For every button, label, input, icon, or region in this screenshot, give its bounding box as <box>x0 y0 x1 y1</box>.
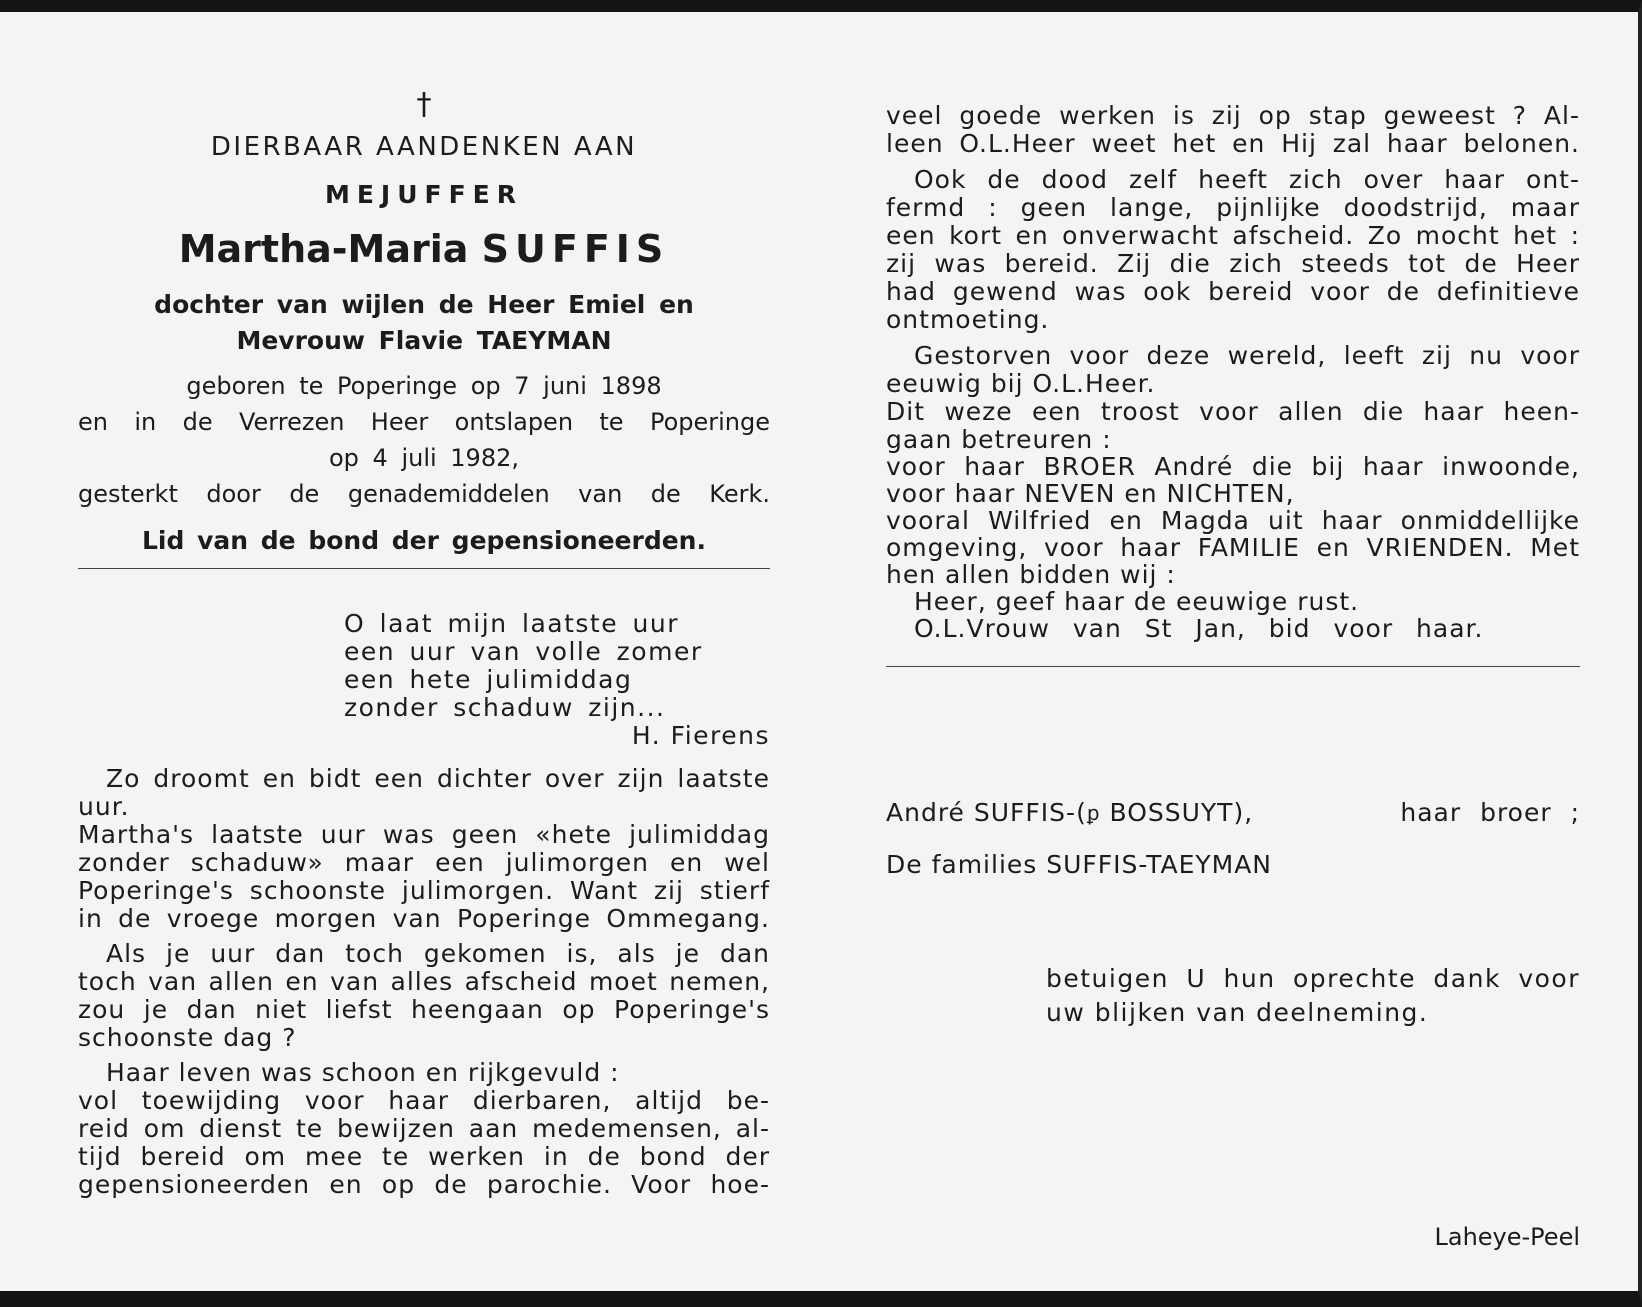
deceased-first-names: Martha-Maria <box>178 227 469 271</box>
birth-line: geboren te Poperinge op 7 juni 1898 <box>186 372 662 400</box>
signatory-name-part: André SUFFIS-( <box>886 798 1087 827</box>
signatory-brother <box>886 798 1580 827</box>
text-line: Haar leven was schoon en rijkgevuld : <box>106 1058 620 1087</box>
heading-in-memory: DIERBAAR AANDENKEN AAN <box>210 132 638 162</box>
text-line: voor haar BROER André die bij haar inwoonde, <box>886 452 1580 481</box>
parents-line-2: Mevrouw Flavie TAEYMAN <box>236 326 612 355</box>
signatory-families-name: De families SUFFIS-TAEYMAN <box>886 850 1273 879</box>
poem-line: een hete julimiddag <box>344 665 633 694</box>
text-line: leen O.L.Heer weet het en Hij zal haar belonen. <box>886 129 1580 158</box>
cross-icon: † <box>416 87 432 122</box>
text-line: Zo droomt en bidt een dichter over zijn laatste <box>106 764 770 793</box>
text-line: voor haar NEVEN en NICHTEN, <box>886 479 1295 508</box>
text-line: uur. <box>78 792 130 821</box>
divider <box>78 568 770 569</box>
poem-line: een uur van volle zomer <box>344 637 703 666</box>
deceased-cross-icon: ꝑ <box>1086 801 1101 825</box>
text-line: eeuwig bij O.L.Heer. <box>886 369 1156 398</box>
signatory-name-part: BOSSUYT), <box>1100 798 1254 827</box>
text-line: toch van allen en van alles afscheid moet nemen, <box>78 967 770 996</box>
poem-author: H. Fierens <box>631 721 770 750</box>
text-line: omgeving, voor haar FAMILIE en VRIENDEN. Met <box>886 533 1580 562</box>
text-line: fermd : geen lange, pijnlijke doodstrijd, maar <box>886 193 1580 222</box>
text-line: had gewend was ook bereid voor de definitieve <box>886 277 1580 306</box>
text-line: een kort en onverwacht afscheid. Zo mocht het : <box>886 221 1580 250</box>
text-line: ontmoeting. <box>886 305 1050 334</box>
text-line: Dit weze een troost voor allen die haar heen- <box>886 397 1580 426</box>
text-line: gaan betreuren : <box>886 425 1112 454</box>
thanks-line: betuigen U hun oprechte dank voor <box>1046 964 1580 993</box>
text-line: zonder schaduw» maar een julimorgen en wel <box>78 848 770 877</box>
signatory-families <box>886 850 1580 879</box>
text-line: hen allen bidden wij : <box>886 560 1176 589</box>
text-line: veel goede werken is zij op stap geweest ? Al- <box>886 101 1580 130</box>
poem-line: O laat mijn laatste uur <box>344 609 680 638</box>
text-line: vol toewijding voor haar dierbaren, altijd be- <box>78 1086 770 1115</box>
text-line: vooral Wilfried en Magda uit haar onmiddellijke <box>886 506 1580 535</box>
text-line: Als je uur dan toch gekomen is, als je dan <box>106 939 770 968</box>
prayer-line: O.L.Vrouw van St Jan, bid voor haar. <box>914 614 1484 643</box>
text-line: in de vroege morgen van Poperinge Ommegang. <box>78 904 770 933</box>
deceased-name <box>78 227 770 271</box>
poem-line: zonder schaduw zijn... <box>344 693 666 722</box>
text-line: reid om dienst te bewijzen aan medemensen, al- <box>78 1114 770 1143</box>
deceased-surname: SUFFIS <box>481 227 670 271</box>
text-line: schoonste dag ? <box>78 1023 297 1052</box>
text-line: Ook de dood zelf heeft zich over haar ont- <box>914 165 1580 194</box>
signatory-relation: haar broer ; <box>1400 798 1580 827</box>
heading-title: MEJUFFER <box>324 180 524 209</box>
text-line: Gestorven voor deze wereld, leeft zij nu voor <box>914 341 1580 370</box>
thanks-line: uw blijken van deelneming. <box>1046 998 1429 1027</box>
text-line: gepensioneerden en op de parochie. Voor hoe- <box>78 1170 770 1199</box>
printer-mark: Laheye-Peel <box>1434 1223 1580 1251</box>
text-line: zou je dan niet liefst heengaan op Poperinge's <box>78 995 770 1024</box>
prayer-line: Heer, geef haar de eeuwige rust. <box>914 587 1360 616</box>
text-line: tijd bereid om mee te werken in de bond der <box>78 1142 770 1171</box>
text-line: Martha's laatste uur was geen «hete julimiddag <box>78 820 770 849</box>
divider <box>886 666 1580 667</box>
death-line: en in de Verrezen Heer ontslapen te Poperinge <box>78 408 770 436</box>
membership-line: Lid van de bond der gepensioneerden. <box>142 526 706 555</box>
parents-line-1: dochter van wijlen de Heer Emiel en <box>154 290 694 319</box>
sacraments-line: gesterkt door de genademiddelen van de Kerk. <box>78 480 770 508</box>
text-line: zij was bereid. Zij die zich steeds tot de Heer <box>886 249 1580 278</box>
text-line: Poperinge's schoonste julimorgen. Want zij stierf <box>78 876 770 905</box>
death-date-line: op 4 juli 1982, <box>329 444 519 472</box>
